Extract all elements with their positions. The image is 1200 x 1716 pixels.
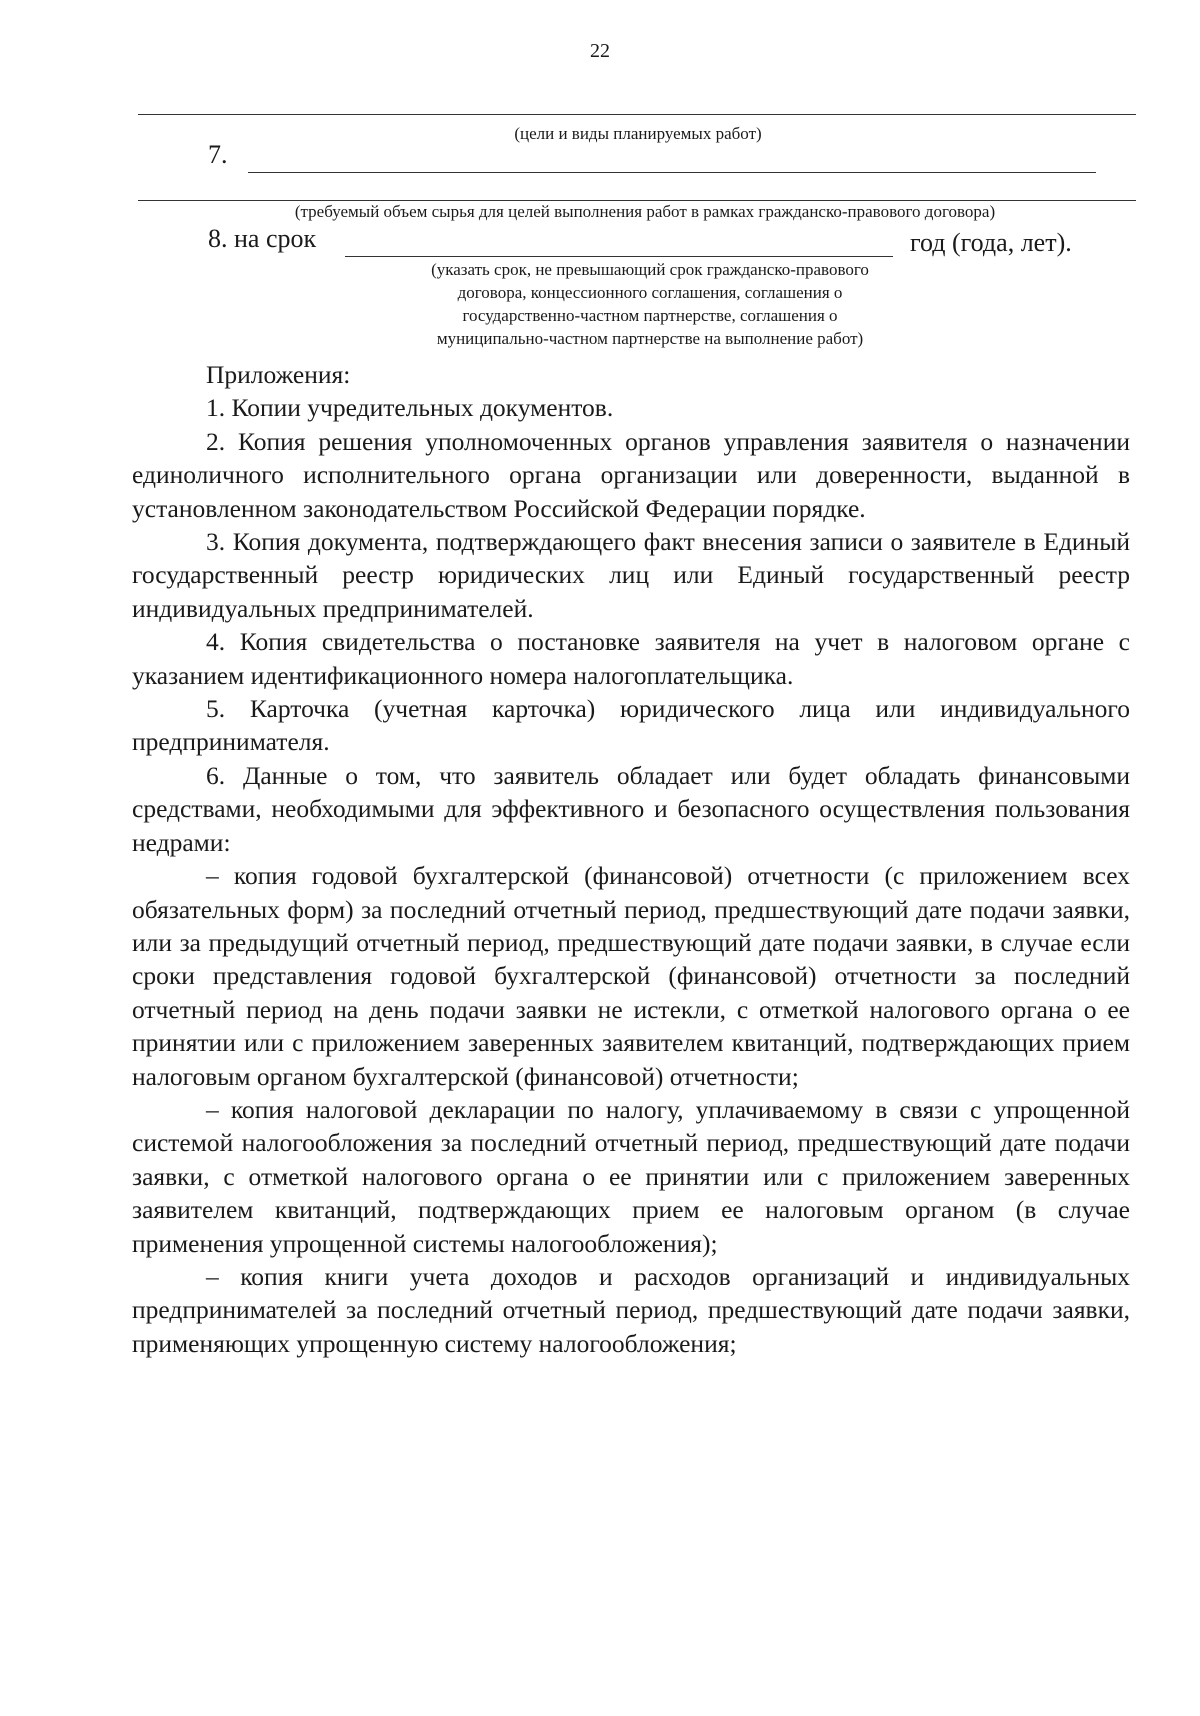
- appendix-item-1: 1. Копии учредительных документов.: [206, 393, 614, 423]
- dash-item-income-book: – копия книги учета доходов и расходов организаций и индивидуальных предпринимателей за последний отчетный период, предшествующий дате подачи заявки, применяющих упрощенную систему налогообложения;: [132, 1261, 1130, 1358]
- appendix-heading: Приложения:: [206, 360, 351, 389]
- field-8-suffix: год (года, лет).: [910, 228, 1072, 257]
- field-8-caption-line: муниципально-частном партнерстве на выполнение работ): [436, 329, 864, 348]
- appendix-item-2: 2. Копия решения уполномоченных органов управления заявителя о назначении единоличного исполнительного органа организации или доверенности, выданной в установленном законодательством Российской Федерации порядке.: [132, 426, 1130, 523]
- appendix-item-4: 4. Копия свидетельства о постановке заявителя на учет в налоговом органе с указанием идентификационного номера налогоплательщика.: [132, 627, 1130, 690]
- field-8-caption-line: государственно-частном партнерстве, соглашения о: [462, 306, 838, 325]
- field-6-caption: (цели и виды планируемых работ): [514, 124, 762, 143]
- field-7-caption: (требуемый объем сырья для целей выполнения работ в рамках гражданско-правового договора): [294, 202, 996, 221]
- field-8-prefix: 8. на срок: [208, 224, 317, 253]
- field-6-blank-line: [138, 114, 1136, 115]
- field-7-number: 7.: [208, 140, 228, 169]
- page-number: 22: [590, 40, 610, 62]
- appendix-section: [132, 358, 1130, 1360]
- field-7-blank-line: [248, 172, 1096, 173]
- appendix-item-6: 6. Данные о том, что заявитель обладает или будет обладать финансовыми средствами, необходимыми для эффективного и безопасного осуществления пользования недрами:: [132, 760, 1130, 857]
- field-8-caption-line: договора, концессионного соглашения, соглашения о: [457, 283, 843, 302]
- field-8-blank-line: [345, 256, 893, 257]
- field-8-caption: [350, 258, 950, 350]
- appendix-item-5: 5. Карточка (учетная карточка) юридического лица или индивидуального предпринимателя.: [132, 694, 1130, 757]
- field-8-caption-line: (указать срок, не превышающий срок гражданско-правового: [431, 260, 869, 279]
- dash-item-financial-statements: – копия годовой бухгалтерской (финансовой) отчетности (с приложением всех обязательных форм) за последний отчетный период, предшествующий дате подачи заявки, или за предыдущий отчетный период, предшествующий дате подачи заявки, в случае если сроки представления годовой бухгалтерской (финансовой) отчетности за последний отчетный период на день подачи заявки не истекли, с отметкой налогового органа о ее принятии или с приложением заверенных заявителем квитанций, подтверждающих прием налоговым органом бухгалтерской (финансовой) отчетности;: [132, 861, 1130, 1091]
- appendix-item-3: 3. Копия документа, подтверждающего факт внесения записи о заявителе в Единый государственный реестр юридических лиц или Единый государственный реестр индивидуальных предпринимателей.: [132, 527, 1130, 623]
- dash-item-tax-declaration: – копия налоговой декларации по налогу, уплачиваемому в связи с упрощенной системой налогообложения за последний отчетный период, предшествующий дате подачи заявки, с отметкой налогового органа о ее принятии или с приложением заверенных заявителем квитанций, подтверждающих прием ее налоговым органом (в случае применения упрощенной системы налогообложения);: [132, 1094, 1130, 1258]
